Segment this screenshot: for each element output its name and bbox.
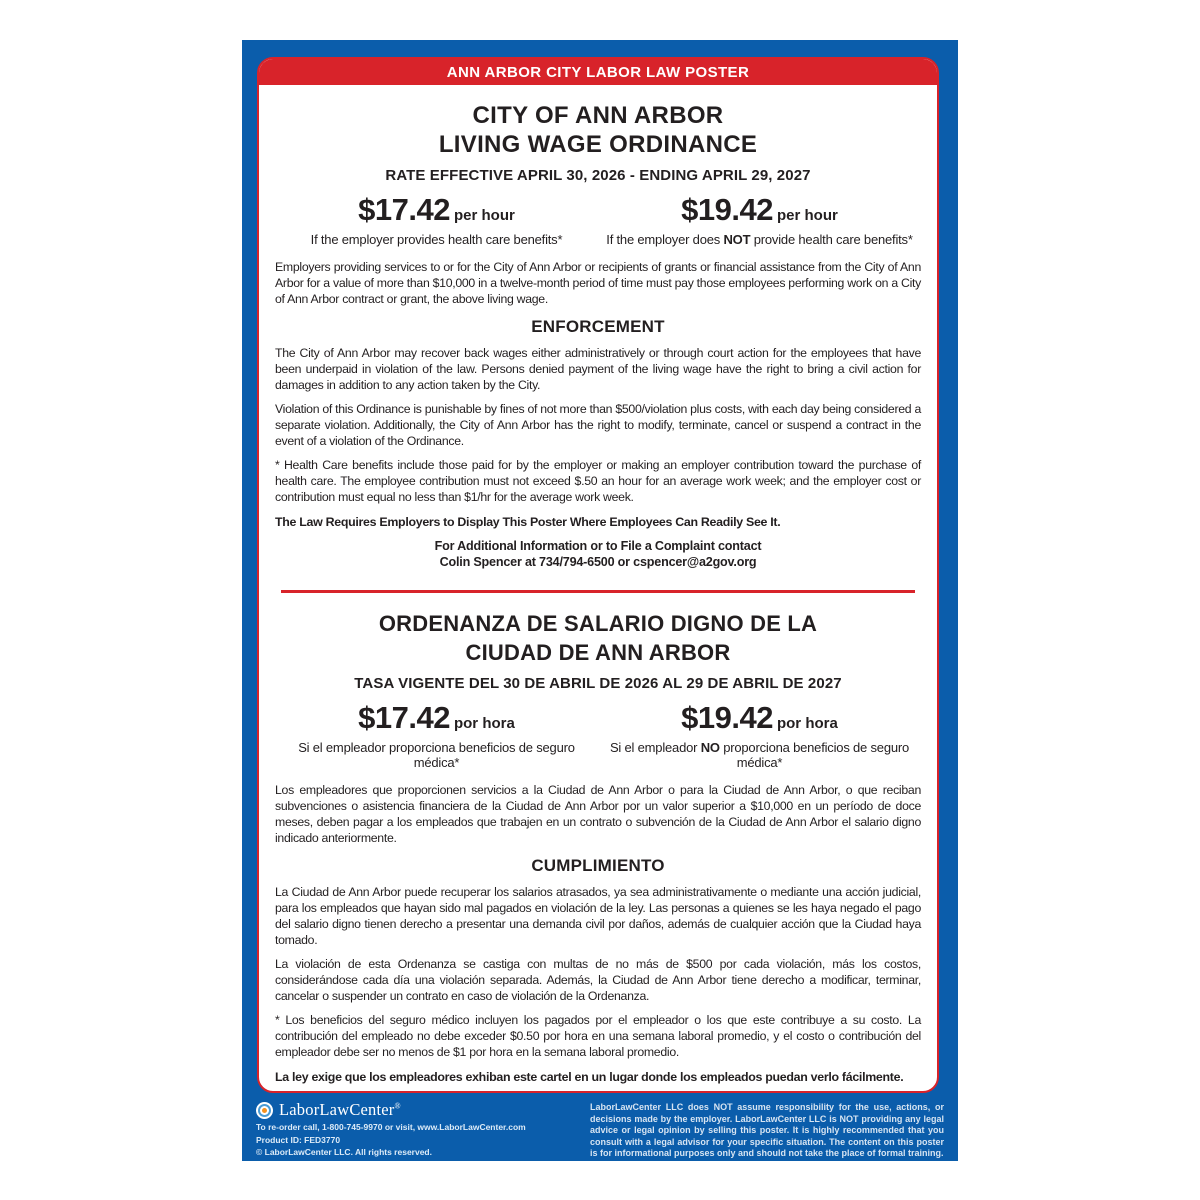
wage-amount: $17.42 (358, 192, 450, 227)
wage-amount: $19.42 (681, 700, 773, 735)
poster-background (242, 40, 958, 1161)
spanish-wage-row (275, 700, 921, 770)
wage-caption: If the employer provides health care benefits* (310, 232, 563, 247)
english-title-line1: CITY OF ANN ARBOR (472, 102, 724, 129)
spanish-effective-dates: TASA VIGENTE DEL 30 DE ABRIL DE 2026 AL 29 DE ABRIL DE 2027 (354, 675, 842, 692)
footer-disclaimer: LaborLawCenter LLC does NOT assume responsibility for the use, actions, or decisions made by the employer. LaborLawCenter LLC is NOT providing any legal advice or legal opinion by selling this poster. It is highly recommended that you consult with a legal advisor for your specific situation. The content on this poster is for informational purposes only and should not take the place of formal training. (590, 1102, 944, 1158)
copyright-line: © LaborLawCenter LLC. All rights reserved. (256, 1147, 432, 1157)
english-healthcare-note: * Health Care benefits include those paid for by the employer or making an employer contribution toward the purchase of health care. The employee contribution must not exceed $.50 an hour for an average work week; and the employer cost or contribution must equal no less than $1/hr for the average work week. (275, 458, 921, 504)
caption-text: provide health care benefits* (750, 232, 913, 247)
english-contact-block (275, 538, 921, 570)
wage-unit: per hour (776, 207, 838, 224)
wage-amount-line (598, 700, 921, 736)
logo-ring (258, 1104, 271, 1117)
wage-amount: $17.42 (358, 700, 450, 735)
english-contact-line1: For Additional Information or to File a Complaint contact (434, 539, 762, 553)
brand-row (256, 1100, 526, 1120)
spanish-enforcement-paragraph-1: La Ciudad de Ann Arbor puede recuperar los salarios atrasados, ya sea administrativamente o mediante una acción judicial, para los empleados que hayan sido mal pagados en violación de la ley. Las personas a quienes se les haya negado el pago del salario digno tienen derecho a presentar una demanda civil por daños, además de cualquier acción que la Ciudad haya tomado. (275, 885, 921, 947)
spanish-title-line2: CIUDAD DE ANN ARBOR (465, 640, 731, 665)
poster-footer (256, 1100, 944, 1160)
logo-inner-ring (260, 1106, 269, 1115)
caption-bold-word: NOT (723, 232, 751, 247)
english-wage-without-benefits (598, 192, 921, 247)
spanish-title (275, 609, 921, 667)
wage-amount-line (598, 192, 921, 228)
poster-content (259, 101, 937, 1093)
wage-caption (598, 232, 921, 247)
spanish-enforcement-heading: CUMPLIMIENTO (531, 856, 665, 875)
english-wage-row (275, 192, 921, 247)
reorder-line: To re-order call, 1-800-745-9970 or visit, www.LaborLawCenter.com (256, 1122, 526, 1132)
english-enforcement-heading: ENFORCEMENT (531, 317, 665, 336)
wage-amount-line (275, 700, 598, 736)
banner-title: ANN ARBOR CITY LABOR LAW POSTER (446, 63, 750, 81)
english-title (275, 101, 921, 159)
english-title-line2: LIVING WAGE ORDINANCE (438, 131, 758, 158)
poster-card (257, 57, 939, 1093)
poster-banner (259, 59, 937, 85)
laborlawcenter-logo-icon (256, 1102, 273, 1119)
english-contact-line2: Colin Spencer at 734/794-6500 or cspencer@a2gov.org (439, 555, 757, 569)
english-wage-with-benefits (275, 192, 598, 247)
caption-text: If the employer does (606, 232, 724, 247)
caption-text: proporciona beneficios de seguro médica* (719, 740, 910, 770)
registered-mark: ® (394, 1101, 401, 1111)
caption-text: Si el empleador (609, 740, 701, 755)
footer-brand-block (256, 1100, 526, 1158)
spanish-title-line1: ORDENANZA DE SALARIO DIGNO DE LA (378, 611, 818, 636)
english-display-requirement: The Law Requires Employers to Display This Poster Where Employees Can Readily See It. (275, 515, 781, 529)
caption-bold-word: NO (700, 740, 720, 755)
wage-unit: por hora (453, 715, 515, 732)
spanish-display-requirement: La ley exige que los empleadores exhiban este cartel en un lugar donde los empleados puedan verlo fácilmente. (275, 1070, 904, 1084)
wage-caption (598, 740, 921, 770)
wage-unit: per hour (453, 207, 515, 224)
english-enforcement-paragraph-2: Violation of this Ordinance is punishable by fines of not more than $500/violation plus costs, with each day being considered a separate violation. Additionally, the City of Ann Arbor has the right to modify, terminate, cancel or suspend a contract in the event of a violation of the Ordinance. (275, 402, 921, 448)
english-intro-paragraph: Employers providing services to or for the City of Ann Arbor or recipients of grants or financial assistance from the City of Ann Arbor for a value of more than $10,000 in a twelve-month period of time must pay those employees performing work on a City of Ann Arbor contract or grant, the above living wage. (275, 260, 921, 306)
wage-amount-line (275, 192, 598, 228)
english-effective-dates: RATE EFFECTIVE APRIL 30, 2026 - ENDING APRIL 29, 2027 (385, 167, 811, 184)
english-enforcement-paragraph-1: The City of Ann Arbor may recover back wages either administratively or through court action for the employees that have been underpaid in violation of the law. Persons denied payment of the living wage have the right to bring a civil action for damages in addition to any action taken by the City. (275, 346, 921, 392)
spanish-wage-with-benefits (275, 700, 598, 770)
wage-amount: $19.42 (681, 192, 773, 227)
product-id: Product ID: FED3770 (256, 1134, 341, 1145)
brand-name (279, 1100, 401, 1120)
spanish-wage-without-benefits (598, 700, 921, 770)
wage-caption: Si el empleador proporciona beneficios de seguro médica* (298, 740, 575, 770)
logo-center-dot (262, 1108, 267, 1113)
spanish-enforcement-paragraph-2: La violación de esta Ordenanza se castiga con multas de no más de $500 por cada violación, más los costos, considerándose cada día una violación separada. Además, la Ciudad de Ann Arbor tiene derecho a modificar, terminar, cancelar o suspender un contrato en caso de violación de la Ordenanza. (275, 957, 921, 1003)
wage-unit: por hora (776, 715, 838, 732)
brand-text: LaborLawCenter (279, 1100, 395, 1119)
spanish-intro-paragraph: Los empleadores que proporcionen servicios a la Ciudad de Ann Arbor o para la Ciudad de Ann Arbor, o que reciban subvenciones o asistencia financiera de la Ciudad de Ann Arbor por un valor superior a $10,000 en un período de doce meses, deben pagar a los empleados que trabajen en un contrato o subvención de la Ciudad de Ann Arbor el salario digno indicado anteriormente. (275, 783, 921, 845)
spanish-healthcare-note: * Los beneficios del seguro médico incluyen los pagados por el empleador o los que este contribuye a su costo. La contribución del empleado no debe exceder $0.50 por hora en una semana laboral promedio, y el costo o contribución del empleador debe ser no menos de $1 por hora en la semana laboral promedio. (275, 1013, 921, 1059)
section-divider (281, 590, 915, 593)
